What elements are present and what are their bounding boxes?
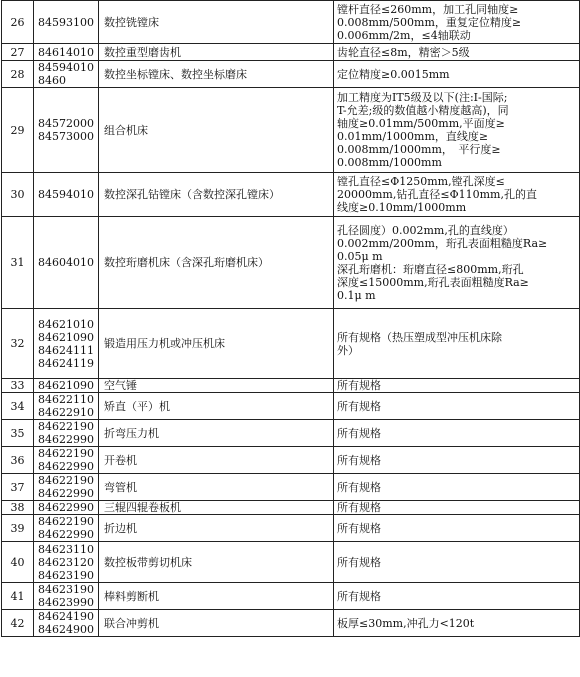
hs-code-cell: [34, 61, 99, 88]
equipment-name: 三辊四辊卷板机: [99, 501, 334, 515]
hs-code-cell: [34, 309, 99, 379]
spec-line: 深度≤15000mm,珩孔表面粗糙度Ra≥: [337, 275, 529, 289]
hs-code-cell: [34, 447, 99, 474]
spec-cell: [334, 309, 580, 379]
spec-cell: [334, 583, 580, 610]
equipment-name: 空气锤: [99, 379, 334, 393]
equipment-name: 数控深孔钻镗床（含数控深孔镗床）: [99, 173, 334, 217]
spec-line: 0.008mm/1000mm: [337, 156, 442, 169]
spec-line: 外）: [337, 343, 359, 357]
row-number: 41: [2, 583, 34, 610]
equipment-name: 锻造用压力机或冲压机床: [99, 309, 334, 379]
row-number: 42: [2, 610, 34, 637]
spec-line: 所有规格: [337, 379, 381, 392]
spec-line: 板厚≤30mm,冲孔力<120t: [337, 616, 475, 630]
hs-code: 84622990: [38, 433, 94, 446]
spec-cell: [334, 447, 580, 474]
spec-cell: [334, 44, 580, 61]
spec-cell: [334, 1, 580, 44]
hs-code: 84622990: [38, 460, 94, 473]
hs-code-cell: [34, 173, 99, 217]
row-number: 34: [2, 393, 34, 420]
spec-line: 20000mm,钻孔直径≤Φ110mm,孔的直: [337, 188, 537, 201]
spec-cell: [334, 542, 580, 583]
hs-code-cell: [34, 420, 99, 447]
table-row: [2, 61, 580, 88]
equipment-name: 折边机: [99, 515, 334, 542]
equipment-name: 数控坐标镗床、数控坐标磨床: [99, 61, 334, 88]
spec-cell: [334, 393, 580, 420]
hs-code: 84593100: [38, 15, 94, 29]
spec-line: 所有规格: [337, 480, 381, 494]
spec-line: 孔径圆度）0.002mm,孔的直线度）: [337, 223, 514, 237]
spec-line: 镗孔直径≤Φ1250mm,镗孔深度≤: [337, 175, 505, 188]
hs-code-cell: [34, 583, 99, 610]
spec-line: 所有规格: [337, 426, 381, 440]
hs-code-cell: [34, 44, 99, 61]
hs-code-cell: [34, 379, 99, 393]
spec-cell: [334, 420, 580, 447]
row-number: 38: [2, 501, 34, 515]
hs-code: 84622990: [38, 487, 94, 500]
hs-code: 84622190: [38, 474, 94, 487]
equipment-name: 数控重型磨齿机: [99, 44, 334, 61]
hs-code: 84624119: [38, 356, 94, 370]
table-row: [2, 447, 580, 474]
equipment-name: 联合冲剪机: [99, 610, 334, 637]
hs-code-cell: [34, 393, 99, 420]
spec-line: 所有规格: [337, 501, 381, 514]
row-number: 32: [2, 309, 34, 379]
spec-cell: [334, 88, 580, 173]
table-body: [2, 1, 580, 637]
hs-code: 84622990: [38, 501, 94, 514]
equipment-name: 矫直（平）机: [99, 393, 334, 420]
spec-line: 所有规格: [337, 399, 381, 413]
hs-code: 84623120: [38, 555, 94, 569]
table-row: [2, 379, 580, 393]
equipment-table: [1, 0, 580, 637]
hs-code: 84622910: [38, 406, 94, 419]
spec-cell: [334, 173, 580, 217]
table-row: [2, 610, 580, 637]
spec-cell: [334, 217, 580, 309]
hs-code: 84572000: [38, 117, 94, 130]
hs-code: 84622190: [38, 515, 94, 528]
hs-code: 84624190: [38, 610, 94, 623]
hs-code: 84623990: [38, 596, 94, 609]
hs-code: 84621010: [38, 317, 94, 331]
row-number: 40: [2, 542, 34, 583]
table-row: [2, 217, 580, 309]
row-number: 28: [2, 61, 34, 88]
equipment-name: 弯管机: [99, 474, 334, 501]
spec-line: 0.008mm/1000mm， 平行度≥: [337, 143, 501, 156]
spec-line: 齿轮直径≤8m，精密＞5级: [337, 45, 470, 59]
hs-code: 84623190: [38, 568, 94, 582]
spec-line: 所有规格: [337, 453, 381, 467]
spec-line: 所有规格: [337, 555, 381, 569]
equipment-name: 组合机床: [99, 88, 334, 173]
row-number: 31: [2, 217, 34, 309]
hs-code: 84604010: [38, 256, 94, 269]
spec-line: 0.01mm/1000mm，直线度≥: [337, 130, 489, 143]
table-row: [2, 515, 580, 542]
spec-line: 0.006mm/2m，≤4轴联动: [337, 28, 471, 42]
table-row: [2, 420, 580, 447]
hs-code-cell: [34, 515, 99, 542]
table-row: [2, 173, 580, 217]
spec-cell: [334, 61, 580, 88]
hs-code-cell: [34, 542, 99, 583]
hs-code: 84622190: [38, 420, 94, 433]
hs-code: 84623110: [38, 542, 94, 556]
row-number: 27: [2, 44, 34, 61]
spec-line: 0.008mm/500mm，重复定位精度≥: [337, 15, 522, 29]
spec-cell: [334, 501, 580, 515]
spec-cell: [334, 515, 580, 542]
table-row: [2, 474, 580, 501]
equipment-name: 数控珩磨机床（含深孔珩磨机床）: [99, 217, 334, 309]
hs-code: 84621090: [38, 330, 94, 344]
spec-line: 0.1μ m: [337, 288, 376, 302]
row-number: 29: [2, 88, 34, 173]
equipment-name: 数控板带剪切机床: [99, 542, 334, 583]
spec-cell: [334, 610, 580, 637]
hs-code: 84622990: [38, 528, 94, 541]
spec-line: 定位精度≥0.0015mm: [337, 67, 450, 81]
table-row: [2, 309, 580, 379]
hs-code-cell: [34, 501, 99, 515]
spec-line: 加工精度为IT5级及以下(注:I-国际;: [337, 91, 508, 104]
hs-code: 84621090: [38, 379, 94, 392]
spec-line: 0.002mm/200mm，珩孔表面粗糙度Ra≥: [337, 236, 548, 250]
hs-code: 8460: [38, 74, 66, 87]
equipment-name: 棒料剪断机: [99, 583, 334, 610]
row-number: 39: [2, 515, 34, 542]
row-number: 35: [2, 420, 34, 447]
hs-code: 84614010: [38, 45, 94, 59]
hs-code-cell: [34, 88, 99, 173]
spec-line: 深孔珩磨机：珩磨直径≤800mm,珩孔: [337, 262, 524, 276]
hs-code: 84573000: [38, 130, 94, 143]
table-row: [2, 583, 580, 610]
spec-line: T-允差;级的数值越小精度越高)，同: [337, 104, 509, 117]
table-row: [2, 393, 580, 420]
hs-code-cell: [34, 217, 99, 309]
spec-line: 所有规格（热压塑成型冲压机床除: [337, 330, 502, 344]
hs-code-cell: [34, 1, 99, 44]
spec-line: 轴度≥0.01mm/500mm,平面度≥: [337, 117, 505, 130]
hs-code: 84594010: [38, 188, 94, 201]
hs-code: 84594010: [38, 61, 94, 74]
hs-code: 84623190: [38, 583, 94, 596]
hs-code: 84624900: [38, 623, 94, 636]
equipment-name: 折弯压力机: [99, 420, 334, 447]
spec-cell: [334, 474, 580, 501]
row-number: 37: [2, 474, 34, 501]
row-number: 33: [2, 379, 34, 393]
spec-line: 线度≥0.10mm/1000mm: [337, 201, 467, 214]
row-number: 36: [2, 447, 34, 474]
table-row: [2, 542, 580, 583]
equipment-name: 开卷机: [99, 447, 334, 474]
spec-cell: [334, 379, 580, 393]
hs-code-cell: [34, 474, 99, 501]
equipment-name: 数控铣镗床: [99, 1, 334, 44]
hs-code-cell: [34, 610, 99, 637]
hs-code: 84624111: [38, 343, 94, 357]
spec-line: 0.05μ m: [337, 249, 383, 263]
spec-line: 镗杆直径≤260mm，加工孔同轴度≥: [337, 2, 519, 16]
table-row: [2, 88, 580, 173]
hs-code: 84622190: [38, 447, 94, 460]
table-row: [2, 501, 580, 515]
row-number: 30: [2, 173, 34, 217]
spec-line: 所有规格: [337, 589, 381, 603]
hs-code: 84622110: [38, 393, 94, 406]
table-row: [2, 1, 580, 44]
spec-line: 所有规格: [337, 521, 381, 535]
table-row: [2, 44, 580, 61]
row-number: 26: [2, 1, 34, 44]
